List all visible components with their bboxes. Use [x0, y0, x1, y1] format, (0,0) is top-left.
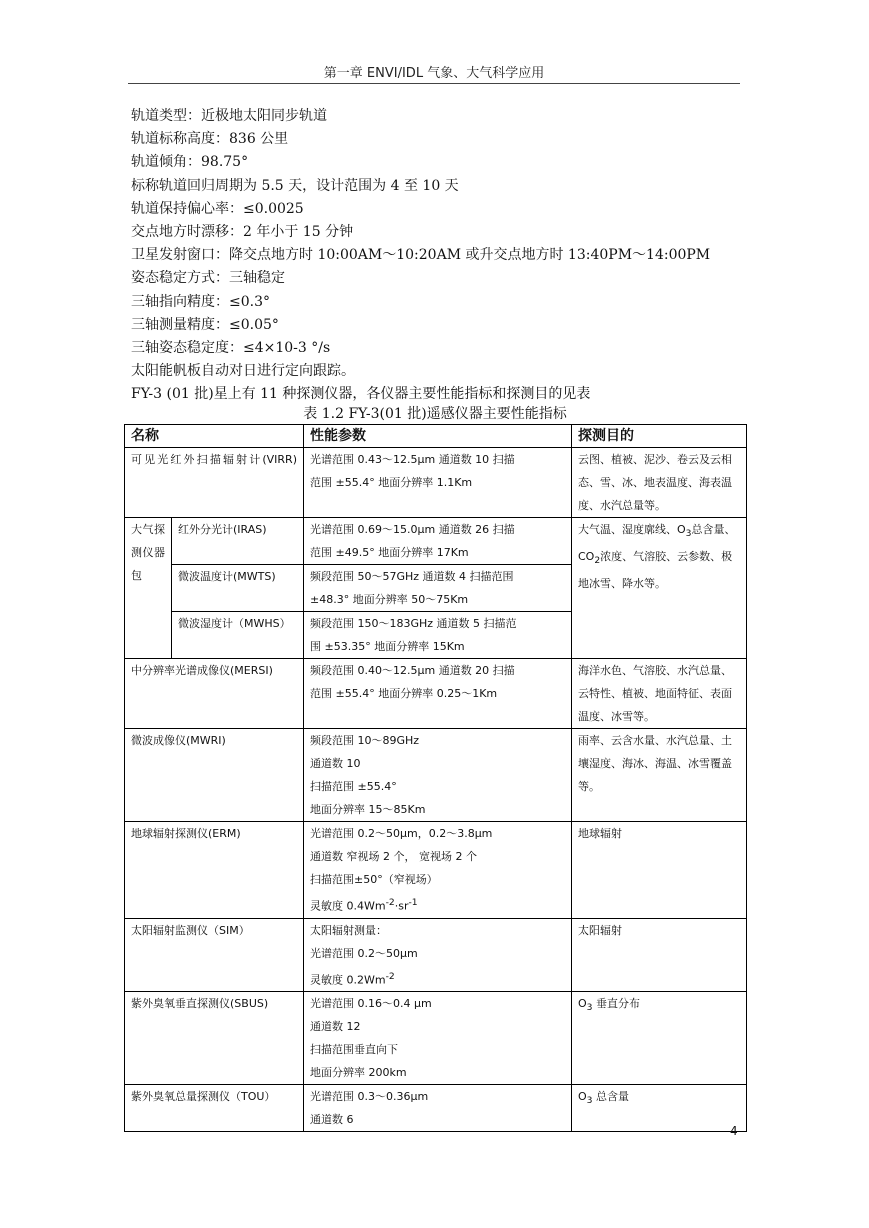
- subscript: 3: [685, 528, 692, 540]
- instrument-name-mersi: 中分辨率光谱成像仪(MERSI): [125, 659, 304, 729]
- header-rule: [128, 83, 740, 84]
- instrument-name-tou: 紫外臭氧总量探测仪（TOU）: [125, 1085, 304, 1132]
- param-line: 光谱范围 0.16～0.4 µm: [310, 997, 432, 1011]
- cell-text: 大气温、湿度廓线、O: [578, 523, 686, 536]
- param-line: 范围 ±49.5° 地面分辨率 17Km: [310, 546, 469, 559]
- subscript: 3: [586, 1002, 593, 1014]
- instrument-params-tou: [304, 1085, 572, 1132]
- instrument-purpose-sbus: [572, 992, 747, 1085]
- instrument-params-erm: [304, 822, 572, 919]
- instrument-purpose-mersi: 海洋水色、气溶胶、水汽总量、云特性、植被、地面特征、表面温度、冰雪等。: [572, 659, 747, 729]
- param-line: 通道数 窄视场 2 个， 宽视场 2 个: [310, 850, 477, 863]
- instrument-params-mersi: [304, 659, 572, 729]
- table-row: [125, 518, 747, 565]
- cell-text: ·sr: [394, 899, 409, 913]
- table-header-row: [125, 425, 747, 448]
- superscript: -1: [408, 897, 418, 908]
- instrument-params-iras: [304, 518, 572, 565]
- subscript: 2: [594, 555, 601, 567]
- body-line: 标称轨道回归周期为 5.5 天，设计范围为 4 至 10 天: [131, 177, 459, 194]
- param-line: 围 ±53.35° 地面分辨率 15Km: [310, 640, 465, 653]
- param-line: 光谱范围 0.2～50µm，0.2～3.8µm: [310, 827, 493, 840]
- cell-text: 浓度、气溶胶、云参数、极地冰雪、降水等。: [578, 550, 733, 591]
- orbit-parameters: [131, 105, 771, 407]
- header-name: 名称: [125, 425, 304, 448]
- param-line: 通道数 10: [310, 757, 361, 770]
- param-line: 地面分辨率 15～85Km: [310, 803, 426, 816]
- body-line: FY-3 (01 批)星上有 11 种探测仪器，各仪器主要性能指标和探测目的见表: [131, 386, 591, 403]
- body-line: 轨道倾角：98.75°: [131, 154, 249, 171]
- instrument-params-mwts: [304, 565, 572, 612]
- param-line: 通道数 12: [310, 1020, 361, 1034]
- cell-text: 可见光红外扫描辐射计(VIRR): [131, 453, 297, 466]
- param-line: 频段范围 150～183GHz 通道数 5 扫描范: [310, 617, 517, 630]
- param-line: 频段范围 50～57GHz 通道数 4 扫描范围: [310, 570, 514, 583]
- instrument-purpose-mwri: 雨率、云含水量、水汽总量、土壤湿度、海冰、海温、冰雪覆盖等。: [572, 729, 747, 822]
- table-row: [125, 992, 747, 1085]
- subscript: 3: [586, 1095, 593, 1107]
- param-line: 光谱范围 0.3～0.36µm: [310, 1090, 429, 1104]
- instrument-group-package: [125, 518, 172, 659]
- cell-text: 垂直分布: [596, 997, 640, 1011]
- param-line: 太阳辐射测量：: [310, 923, 387, 937]
- param-line: 扫描范围垂直向下: [310, 1043, 398, 1057]
- table-row: [125, 918, 747, 992]
- superscript: -2: [385, 897, 395, 908]
- param-line: 频段范围 10～89GHz: [310, 734, 420, 747]
- table-caption: 表 1.2 FY-3(01 批)遥感仪器主要性能指标: [303, 406, 567, 422]
- param-line: 扫描范围±50°（窄视场）: [310, 873, 438, 886]
- body-line: 轨道保持偏心率：≤0.0025: [131, 200, 304, 217]
- instrument-name-iras: 红外分光计(IRAS): [172, 518, 304, 565]
- cell-text: O: [578, 1090, 587, 1104]
- instrument-name-mwts: 微波温度计(MWTS): [172, 565, 304, 612]
- instrument-name-sbus: 紫外臭氧垂直探测仪(SBUS): [125, 992, 304, 1085]
- superscript: -2: [385, 970, 395, 982]
- body-line: 交点地方时漂移：2 年小于 15 分钟: [131, 224, 354, 241]
- cell-text: 大气探测仪器包: [131, 523, 165, 582]
- header-purpose: 探测目的: [572, 425, 747, 448]
- cell-text: O: [578, 997, 587, 1011]
- cell-text: 总含量、CO: [578, 523, 736, 564]
- instrument-purpose-tou: [572, 1085, 747, 1132]
- body-line: 三轴姿态稳定度：≤4×10-3 °/s: [131, 340, 331, 357]
- body-line: 姿态稳定方式：三轴稳定: [131, 270, 285, 287]
- instrument-purpose-package: [572, 518, 747, 659]
- body-line: 卫星发射窗口：降交点地方时 10:00AM～10:20AM 或升交点地方时 13:40PM～14:00PM: [131, 247, 711, 264]
- param-line: [310, 891, 565, 918]
- page-number: 4: [730, 1124, 738, 1138]
- instrument-name-virr: [125, 448, 304, 518]
- instrument-name-mwhs: 微波湿度计（MWHS）: [172, 612, 304, 659]
- running-header: 第一章 ENVI/IDL 气象、大气科学应用: [323, 66, 545, 81]
- cell-text: 灵敏度 0.2Wm: [310, 973, 386, 987]
- param-line: 光谱范围 0.2～50µm: [310, 946, 418, 960]
- instrument-purpose-virr: 云图、植被、泥沙、卷云及云相态、雪、冰、地表温度、海表温度、水汽总量等。: [572, 448, 747, 518]
- instrument-params-sbus: [304, 992, 572, 1085]
- body-line: 三轴测量精度：≤0.05°: [131, 316, 279, 333]
- instrument-params-mwri: [304, 729, 572, 822]
- instrument-params-sim: [304, 918, 572, 992]
- instrument-purpose-sim: 太阳辐射: [572, 918, 747, 992]
- table-row: [125, 1085, 747, 1132]
- instrument-params-mwhs: [304, 612, 572, 659]
- param-line: 地面分辨率 200km: [310, 1066, 407, 1080]
- param-line: 通道数 6: [310, 1113, 354, 1127]
- param-line: 范围 ±55.4° 地面分辨率 1.1Km: [310, 476, 473, 489]
- param-line: 范围 ±55.4° 地面分辨率 0.25～1Km: [310, 687, 498, 700]
- param-line: 光谱范围 0.69～15.0µm 通道数 26 扫描: [310, 523, 515, 536]
- instrument-table: [124, 424, 747, 1132]
- instrument-name-mwri: 微波成像仪(MWRI): [125, 729, 304, 822]
- param-line: 光谱范围 0.43～12.5µm 通道数 10 扫描: [310, 453, 515, 466]
- body-line: 轨道标称高度：836 公里: [131, 131, 289, 148]
- body-line: 三轴指向精度：≤0.3°: [131, 293, 270, 310]
- param-line: [310, 965, 565, 992]
- header-params: 性能参数: [304, 425, 572, 448]
- table-row: [125, 659, 747, 729]
- param-line: 扫描范围 ±55.4°: [310, 780, 397, 793]
- instrument-params-virr: [304, 448, 572, 518]
- cell-text: 灵敏度 0.4Wm: [310, 899, 386, 913]
- cell-text: 总含量: [596, 1090, 629, 1104]
- instrument-name-sim: 太阳辐射监测仪（SIM）: [125, 918, 304, 992]
- body-line: 轨道类型：近极地太阳同步轨道: [131, 108, 327, 124]
- table-row: [125, 729, 747, 822]
- table-row: [125, 448, 747, 518]
- instrument-name-erm: 地球辐射探测仪(ERM): [125, 822, 304, 919]
- param-line: 频段范围 0.40～12.5µm 通道数 20 扫描: [310, 664, 515, 677]
- param-line: ±48.3° 地面分辨率 50～75Km: [310, 593, 469, 606]
- body-line: 太阳能帆板自动对日进行定向跟踪。: [131, 363, 355, 380]
- table-row: [125, 822, 747, 919]
- instrument-purpose-erm: 地球辐射: [572, 822, 747, 919]
